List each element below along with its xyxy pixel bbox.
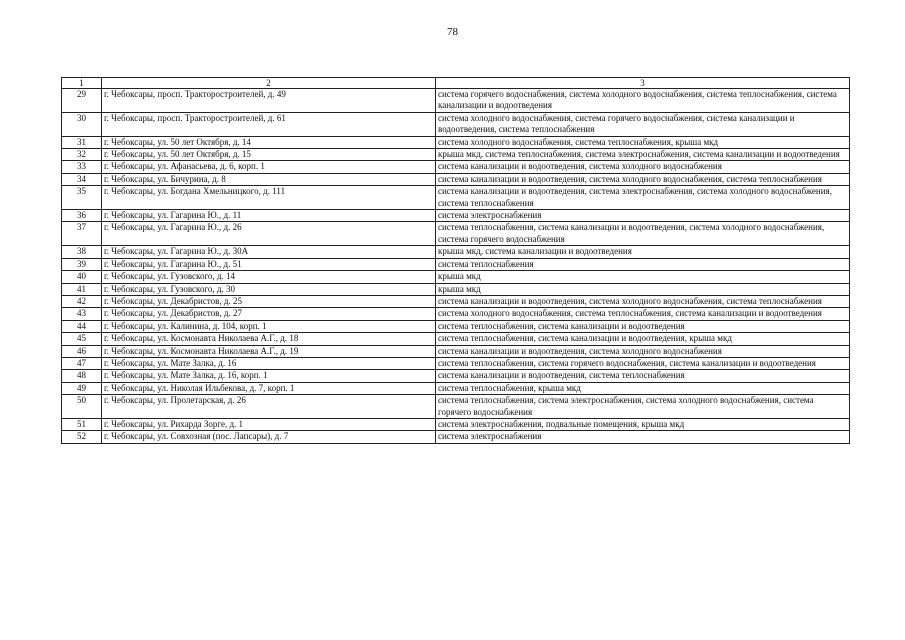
row-address: г. Чебоксары, ул. Космонавта Николаева А.Г., д. 19 (102, 345, 436, 357)
row-address: г. Чебоксары, ул. Николая Ильбекова, д. 7, корп. 1 (102, 382, 436, 394)
row-address: г. Чебоксары, ул. Мате Залка, д. 16 (102, 357, 436, 369)
table-row (62, 136, 850, 148)
row-address: г. Чебоксары, ул. Мате Залка, д. 16, корп. 1 (102, 370, 436, 382)
table-row (62, 89, 850, 113)
row-systems: система теплоснабжения, система канализации и водоотведения, система холодного водоснабжения, система горячего водоснабжения (436, 222, 850, 246)
table-row (62, 222, 850, 246)
row-address: г. Чебоксары, ул. Совхозная (пос. Лапсары), д. 7 (102, 431, 436, 443)
row-address: г. Чебоксары, ул. Рихарда Зорге, д. 1 (102, 418, 436, 430)
row-address: г. Чебоксары, ул. Гагарина Ю., д. 30А (102, 246, 436, 258)
page-number: 78 (447, 26, 458, 38)
row-address: г. Чебоксары, ул. Пролетарская, д. 26 (102, 395, 436, 419)
table-row (62, 431, 850, 443)
column-header-systems: 3 (436, 78, 850, 89)
table-row (62, 283, 850, 295)
table-row (62, 345, 850, 357)
row-address: г. Чебоксары, ул. Космонавта Николаева А.Г., д. 18 (102, 333, 436, 345)
row-number: 44 (62, 320, 102, 332)
row-number: 38 (62, 246, 102, 258)
row-number: 49 (62, 382, 102, 394)
row-number: 36 (62, 210, 102, 222)
table-row (62, 258, 850, 270)
row-address: г. Чебоксары, просп. Тракторостроителей, д. 61 (102, 112, 436, 136)
table-row (62, 382, 850, 394)
row-systems: система электроснабжения, подвальные помещения, крыша мкд (436, 418, 850, 430)
row-number: 34 (62, 173, 102, 185)
row-number: 37 (62, 222, 102, 246)
row-address: г. Чебоксары, ул. 50 лет Октября, д. 15 (102, 149, 436, 161)
row-address: г. Чебоксары, просп. Тракторостроителей, д. 49 (102, 89, 436, 113)
row-systems: система канализации и водоотведения, система электроснабжения, система холодного водоснабжения, система теплоснабжения (436, 186, 850, 210)
row-address: г. Чебоксары, ул. Гузовского, д. 14 (102, 271, 436, 283)
table-row (62, 246, 850, 258)
row-systems: система канализации и водоотведения, система холодного водоснабжения, система теплоснабжения (436, 295, 850, 307)
row-systems: система канализации и водоотведения, система холодного водоснабжения, система теплоснабжения (436, 173, 850, 185)
row-systems: крыша мкд (436, 271, 850, 283)
row-number: 40 (62, 271, 102, 283)
row-number: 43 (62, 308, 102, 320)
table-row (62, 308, 850, 320)
row-systems: система теплоснабжения (436, 258, 850, 270)
row-systems: система теплоснабжения, система канализации и водоотведения (436, 320, 850, 332)
row-systems: система теплоснабжения, крыша мкд (436, 382, 850, 394)
table-row (62, 112, 850, 136)
row-systems: система холодного водоснабжения, система горячего водоснабжения, система канализации и водоотведения, система теплоснабжения (436, 112, 850, 136)
row-address: г. Чебоксары, ул. Бичурина, д. 8 (102, 173, 436, 185)
row-number: 32 (62, 149, 102, 161)
row-address: г. Чебоксары, ул. Калинина, д. 104, корп. 1 (102, 320, 436, 332)
row-systems: крыша мкд, система канализации и водоотведения (436, 246, 850, 258)
row-address: г. Чебоксары, ул. Гагарина Ю., д. 26 (102, 222, 436, 246)
row-systems: крыша мкд, система теплоснабжения, система электроснабжения, система канализации и водоотведения (436, 149, 850, 161)
table-row (62, 295, 850, 307)
row-address: г. Чебоксары, ул. Афанасьева, д. 6, корп. 1 (102, 161, 436, 173)
table-row (62, 418, 850, 430)
table-row (62, 333, 850, 345)
row-number: 39 (62, 258, 102, 270)
row-number: 52 (62, 431, 102, 443)
table-header-row (62, 78, 850, 89)
row-number: 30 (62, 112, 102, 136)
row-systems: система канализации и водоотведения, система холодного водоснабжения (436, 161, 850, 173)
row-number: 42 (62, 295, 102, 307)
row-number: 29 (62, 89, 102, 113)
table-row (62, 210, 850, 222)
table-row (62, 173, 850, 185)
buildings-table (61, 77, 850, 444)
row-systems: система электроснабжения (436, 431, 850, 443)
row-address: г. Чебоксары, ул. Декабристов, д. 27 (102, 308, 436, 320)
row-number: 31 (62, 136, 102, 148)
column-header-address: 2 (102, 78, 436, 89)
row-systems: система теплоснабжения, система канализации и водоотведения, крыша мкд (436, 333, 850, 345)
row-systems: система канализации и водоотведения, система теплоснабжения (436, 370, 850, 382)
row-systems: система холодного водоснабжения, система теплоснабжения, крыша мкд (436, 136, 850, 148)
row-systems: система канализации и водоотведения, система холодного водоснабжения (436, 345, 850, 357)
table-row (62, 370, 850, 382)
row-systems: система электроснабжения (436, 210, 850, 222)
row-number: 45 (62, 333, 102, 345)
table-row (62, 395, 850, 419)
table-row (62, 357, 850, 369)
row-systems: система теплоснабжения, система электроснабжения, система холодного водоснабжения, система горячего водоснабжения (436, 395, 850, 419)
row-number: 33 (62, 161, 102, 173)
row-number: 47 (62, 357, 102, 369)
row-number: 48 (62, 370, 102, 382)
row-address: г. Чебоксары, ул. Гузовского, д. 30 (102, 283, 436, 295)
row-number: 51 (62, 418, 102, 430)
row-address: г. Чебоксары, ул. Гагарина Ю., д. 51 (102, 258, 436, 270)
table-row (62, 149, 850, 161)
table-row (62, 161, 850, 173)
row-number: 35 (62, 186, 102, 210)
column-header-number: 1 (62, 78, 102, 89)
row-address: г. Чебоксары, ул. Богдана Хмельницкого, д. 111 (102, 186, 436, 210)
table-row (62, 320, 850, 332)
table-row (62, 186, 850, 210)
row-number: 46 (62, 345, 102, 357)
row-address: г. Чебоксары, ул. Декабристов, д. 25 (102, 295, 436, 307)
row-address: г. Чебоксары, ул. 50 лет Октября, д. 14 (102, 136, 436, 148)
row-systems: крыша мкд (436, 283, 850, 295)
row-systems: система холодного водоснабжения, система теплоснабжения, система канализации и водоотведения (436, 308, 850, 320)
row-number: 50 (62, 395, 102, 419)
row-systems: система горячего водоснабжения, система холодного водоснабжения, система теплоснабжения, система канализации и водоотведения (436, 89, 850, 113)
row-systems: система теплоснабжения, система горячего водоснабжения, система канализации и водоотведения (436, 357, 850, 369)
row-number: 41 (62, 283, 102, 295)
row-address: г. Чебоксары, ул. Гагарина Ю., д. 11 (102, 210, 436, 222)
table-row (62, 271, 850, 283)
